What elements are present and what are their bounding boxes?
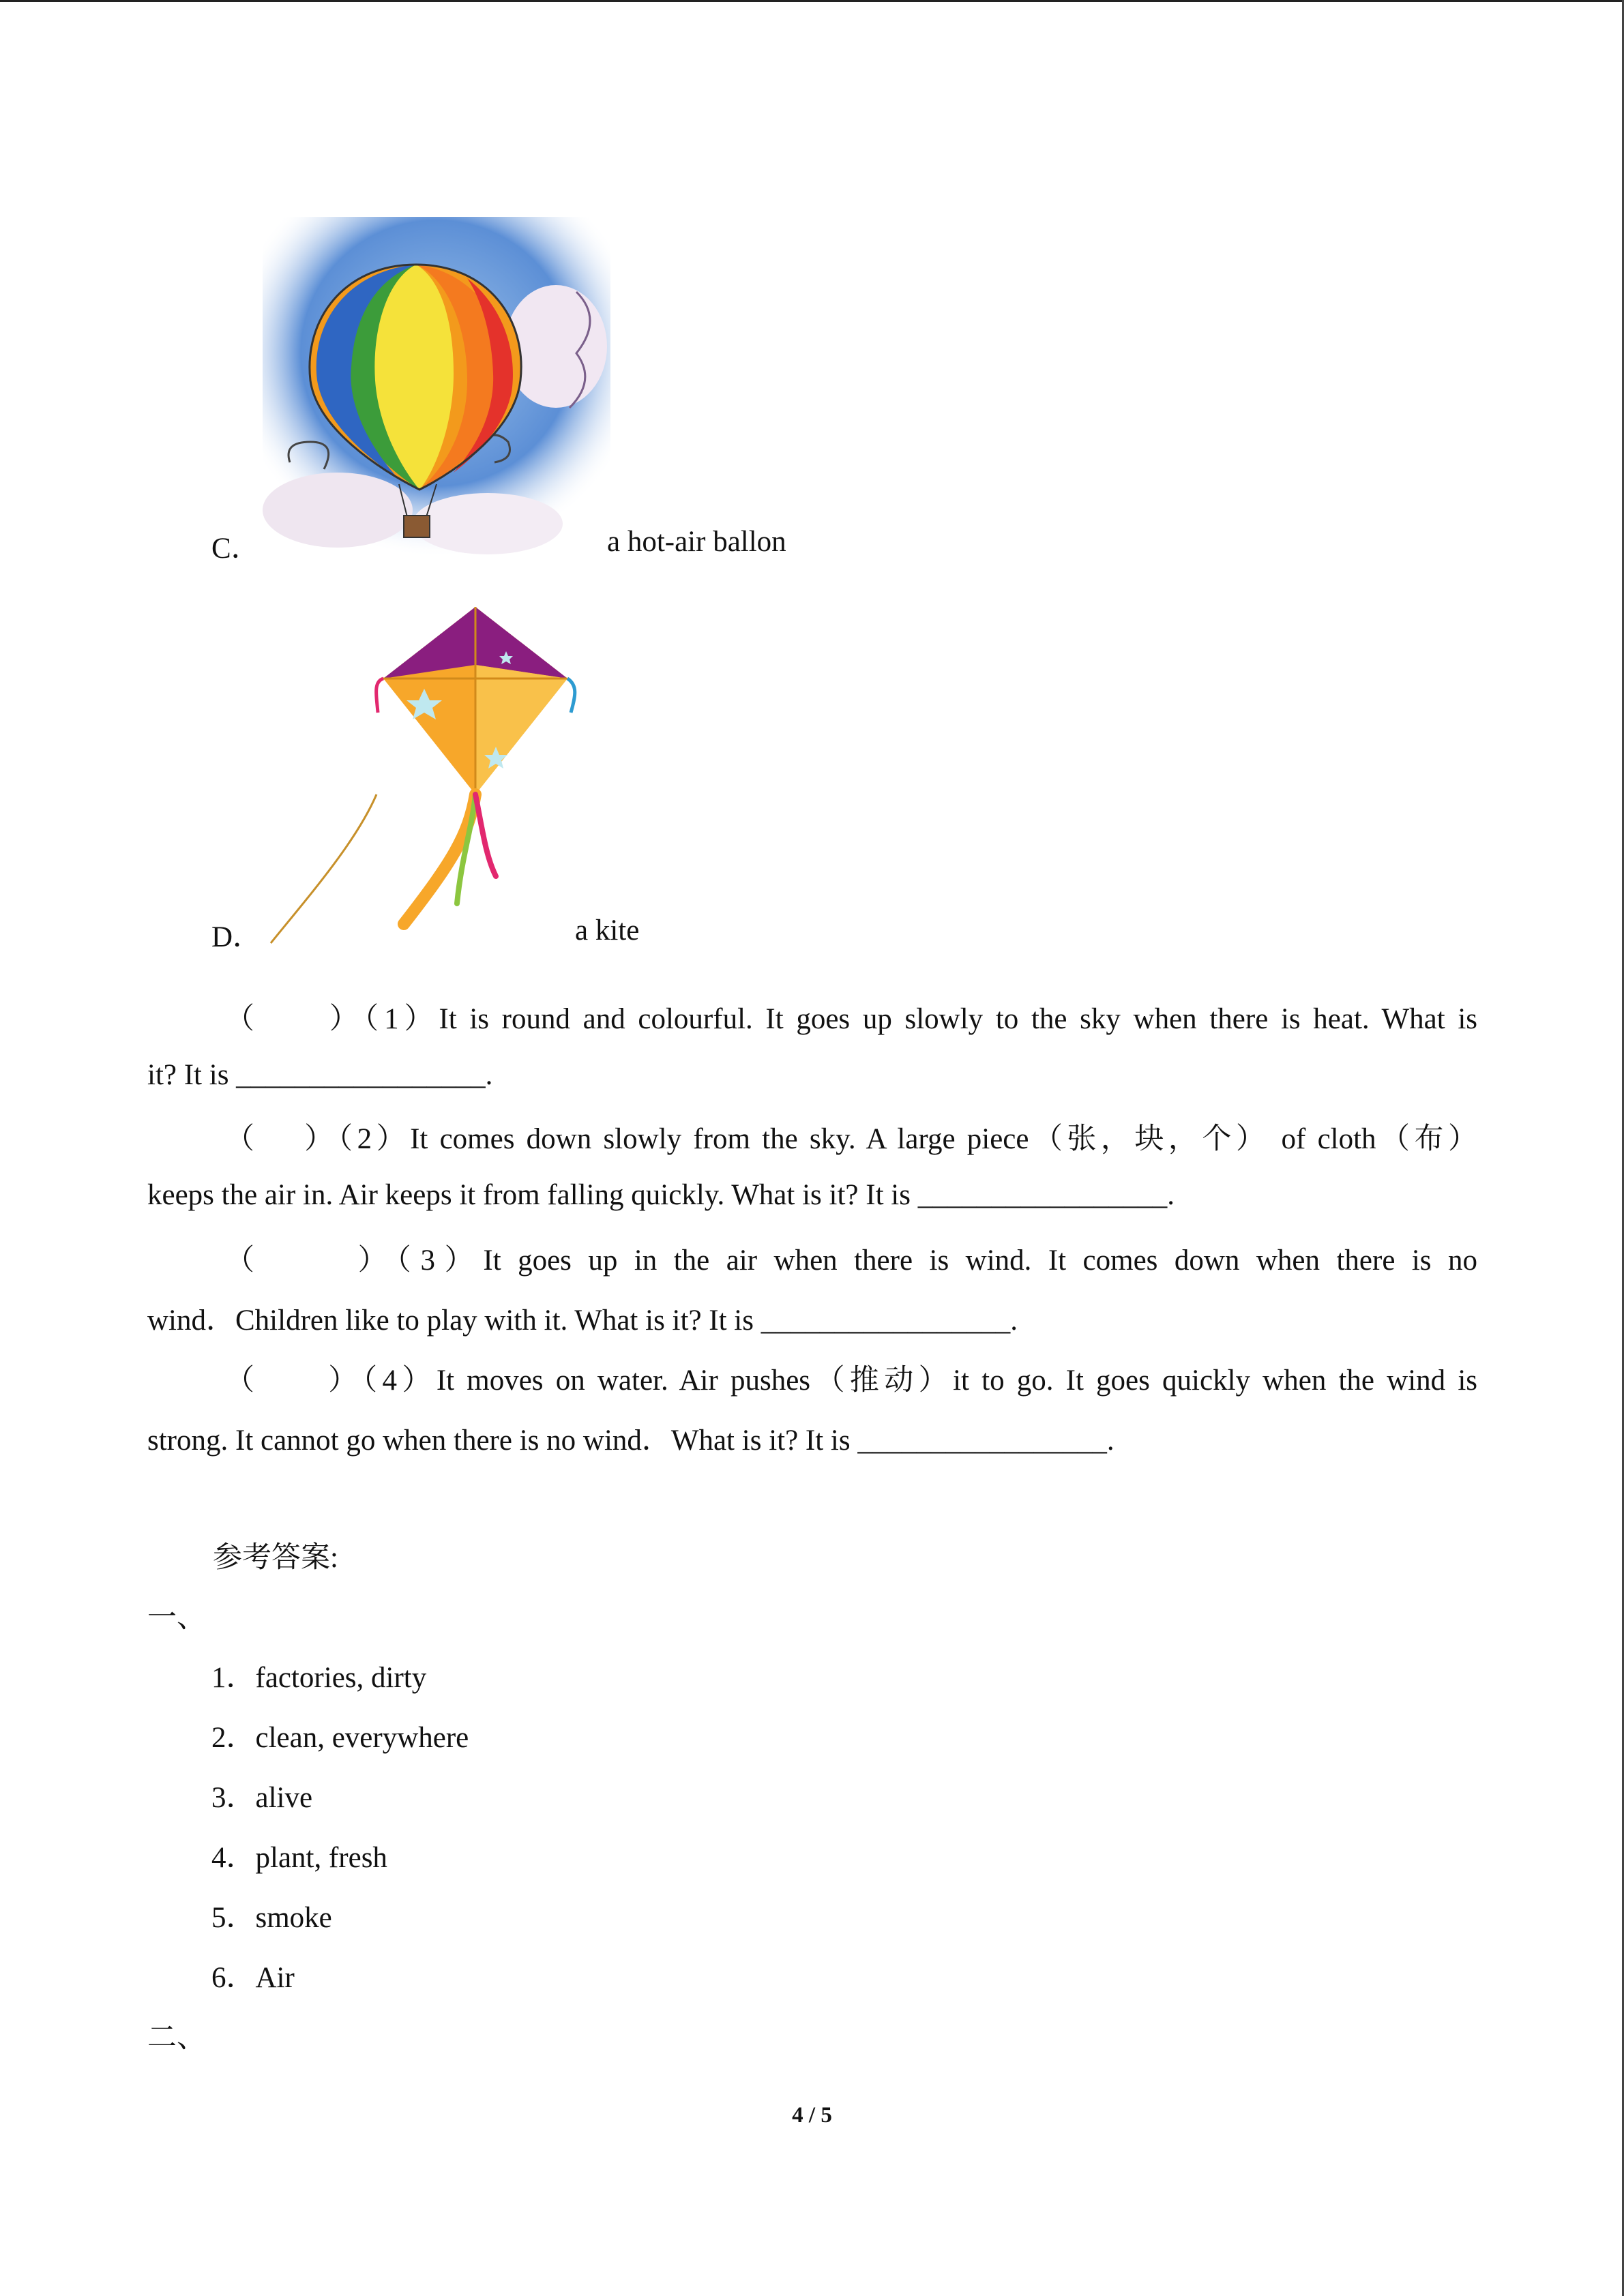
question-4-line-2: strong. It cannot go when there is no wind．What is it? It is _________________. — [147, 1425, 1114, 1457]
answer-item: 6．Air — [211, 1962, 295, 1994]
hot-air-balloon-image — [263, 217, 610, 558]
answer-item: 2．clean, everywhere — [211, 1722, 469, 1754]
question-2-line-1: （ ）（2）It comes down slowly from the sky. A large piece（张，块，个） of cloth（布） — [225, 1123, 1477, 1155]
option-d-caption: a kite — [575, 914, 640, 946]
option-c-caption: a hot-air ballon — [607, 526, 786, 558]
page-number: 4 / 5 — [792, 2103, 832, 2128]
answer-item: 1．factories, dirty — [211, 1662, 427, 1694]
answer-item: 5．smoke — [211, 1902, 332, 1934]
option-c-letter: C． — [211, 533, 261, 565]
option-d-letter: D． — [211, 921, 263, 953]
kite-image — [267, 603, 581, 944]
question-3-line-1: （ ）（3）It goes up in the air when there is wind. It comes down when there is no — [225, 1244, 1477, 1277]
question-1-line-2: it? It is _________________. — [147, 1059, 493, 1091]
question-1-line-1: （ ）（1）It is round and colourful. It goes up slowly to the sky when there is heat. What is — [225, 1003, 1477, 1035]
top-border — [0, 0, 1624, 2]
answer-key-heading: 参考答案: — [213, 1542, 338, 1574]
question-2-line-2: keeps the air in. Air keeps it from falling quickly. What is it? It is _________________. — [147, 1179, 1175, 1211]
section-two-label: 二、 — [147, 2022, 206, 2054]
answer-item: 4．plant, fresh — [211, 1842, 387, 1874]
section-one-label: 一、 — [147, 1602, 206, 1634]
question-3-line-2: wind．Children like to play with it. What is it? It is _________________. — [147, 1304, 1018, 1337]
question-4-line-1: （ ）（4）It moves on water. Air pushes（推动）it to go. It goes quickly when the wind is — [225, 1365, 1477, 1397]
answer-item: 3．alive — [211, 1782, 313, 1814]
